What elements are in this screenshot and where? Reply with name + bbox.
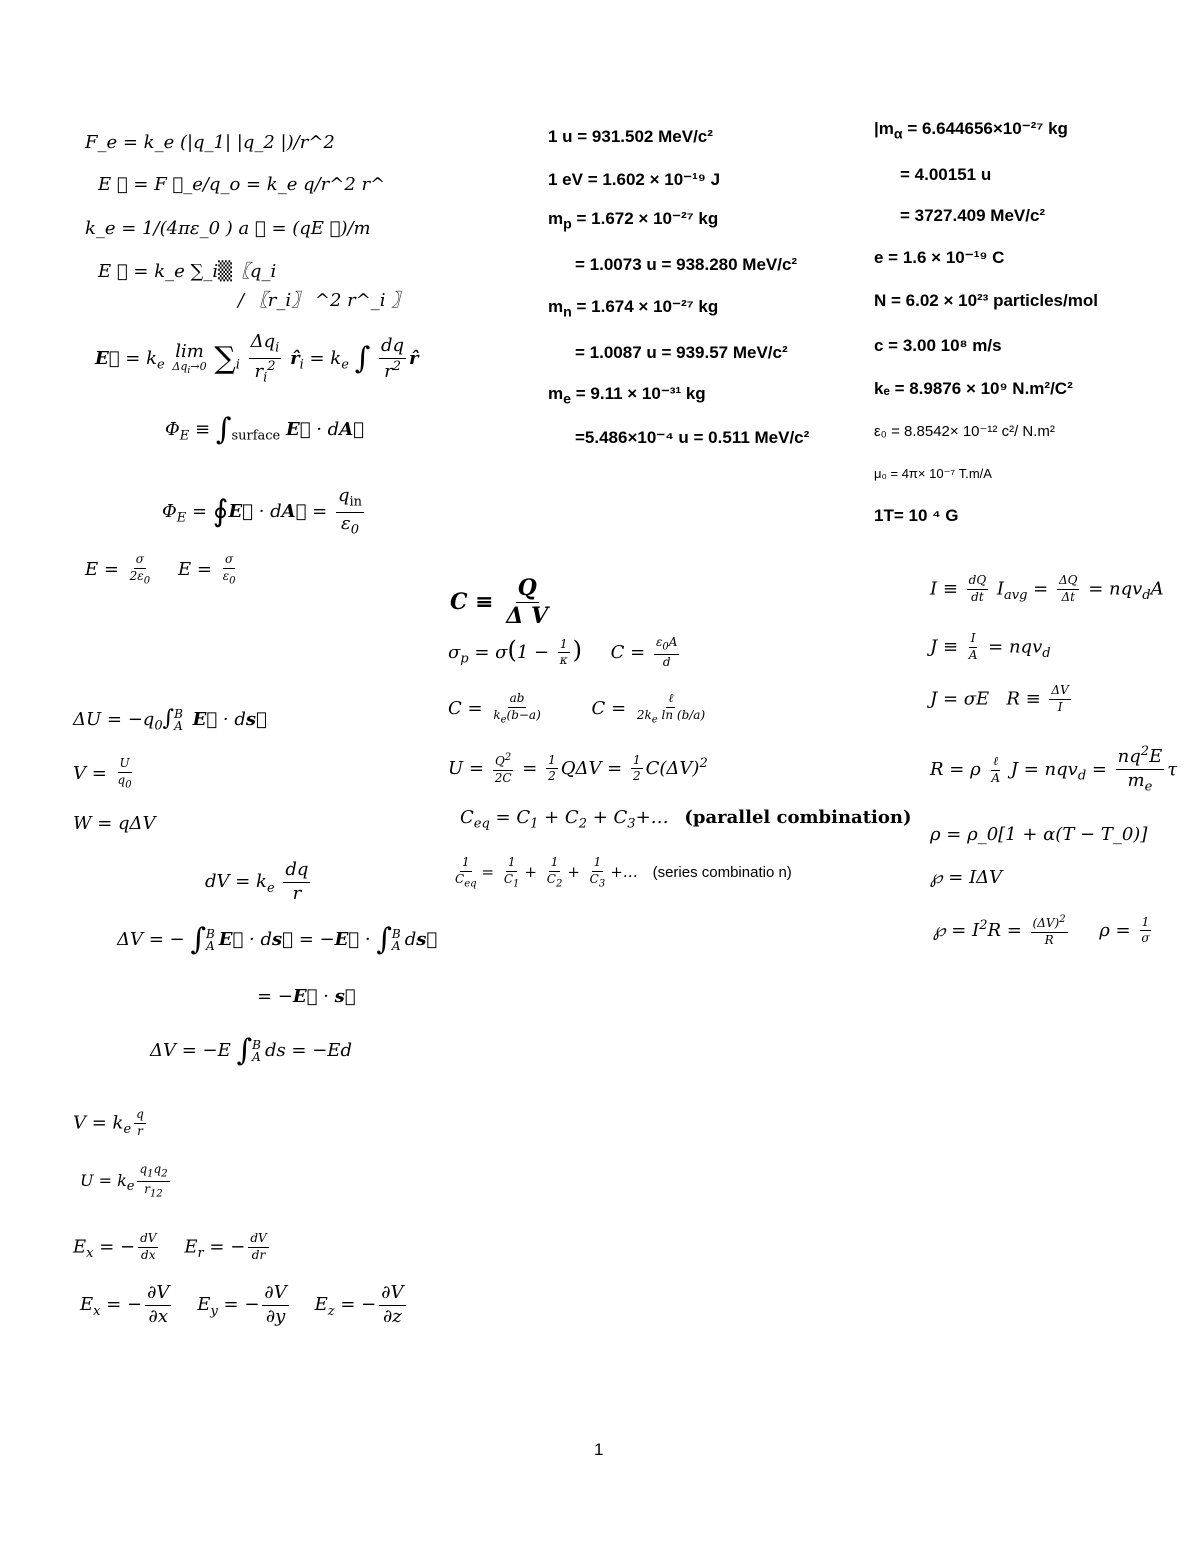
proton-mass-u: = 1.0073 u = 938.280 MeV/c² [575,255,798,274]
field-integral-formula: E⃗ = $k_e$ lim $\Delta q_i\to 0$ $\sum_i$ $\frac{\Delta q_i}{r_i^2}$ $r̂_i = k_e$ ∫ $\frac{dq}{r^2}$ r̂ [95,331,419,386]
neutron-mass-u: = 1.0087 u = 939.57 MeV/c² [575,343,788,362]
atomic-mass-unit: 1 u = 931.502 MeV/c² [548,127,713,146]
field-sum-line-2: / 〖r_i〗 ^2 r^_i 〗 [238,290,410,311]
resistivity-temperature: ρ = ρ_0[1 + α(T − T_0)] [930,824,1148,845]
tesla-gauss: 1T= 10 ⁴ G [874,506,959,525]
capacitance-definition: C ≡ $\frac{Q}{\text{Δ V}}$ [450,575,549,630]
point-potential-formula: $V = k_e$ $\frac{q}{r}$ [73,1107,144,1138]
power-resistance-formula: ℘ = $I^2R$ = $\frac{(\Delta V)^2}{R}$ ρ = $\frac{1}{\sigma}$ [933,914,1150,947]
neutron-mass: $m_n = 1.674 \times 10^{-27}$ kg [548,297,719,321]
delta-v-line-2: = −E⃗ · s⃗ [257,986,356,1007]
electron-mass: $m_e = 9.11 \times 10^{-31}$ kg [548,384,706,408]
flux-definition-formula: $\Phi_E \equiv \int_{surface}$ E⃗ · dA⃗ [165,412,364,447]
v-definition-formula: V = $\frac{U}{q_0}$ [73,756,132,791]
elementary-charge: e = 1.6 × 10⁻¹⁹ C [874,248,1005,267]
dielectric-formula: $\sigma_p = \sigma(1$ − $\frac{1}{\kappa}$ ) C = $\frac{\varepsilon_0A}{d}$ [448,635,678,669]
resistance-formula: R = ρ $\frac{\text{ℓ}}{A}$ J = nqv$_d$ = $\frac{nq^2E}{m_e}$ τ [930,744,1178,795]
delta-u-formula: $\Delta U = -q_0\int$ B A E⃗ · ds⃗ [73,706,267,734]
electron-volt: 1 eV = 1.602 × 10⁻¹⁹ J [548,170,721,189]
capacitor-energy: U = $\frac{Q^2}{2C}$ = $\frac{1}{2}$ QΔV = $\frac{1}{2}$ $C(\Delta V)^2$ [448,752,708,785]
alpha-mass-mev: = 3727.409 MeV/c² [900,206,1046,225]
current-density: J ≡ $\frac{I}{A}$ = nqv$_d$ [930,631,1051,662]
work-formula: W = qΔV [73,813,156,834]
gauss-law-formula: $\Phi_E$ = ∮E⃗ · dA⃗ = $\frac{q_{in}}{\varepsilon_0}$ [162,485,363,538]
coulomb-constant-value: kₑ = 8.9876 × 10⁹ N.m²/C² [874,379,1073,398]
coulomb-constant-formula: k_e = 1/(4πε_0 ) a ⃗ = (qE ⃗)/m [85,218,371,239]
field-sum-line-1: E ⃗ = k_e ∑_i▒〖q_i [98,261,277,282]
page-number: 1 [594,1440,604,1459]
avogadro-number: N = 6.02 × 10²³ particles/mol [874,291,1098,310]
electron-mass-u: =5.486×10⁻⁴ u = 0.511 MeV/c² [575,428,810,447]
partials-formula: $E_x$ = − $\frac{\partial V}{\partial x}$ $E_y$ = − $\frac{\partial V}{\partial y}$ $E_z$ = − $\frac{\partial V}{\partial z}$ [80,1282,404,1327]
delta-v-integral-formula: ΔV = − ∫ B A E⃗ · ds⃗ = −E⃗ · ∫ B A ds⃗ [117,922,438,957]
power-formula: ℘ = IΔV [930,867,1003,888]
proton-mass: $m_p = 1.672 \times 10^{-27}$ kg [548,209,719,233]
alpha-mass: $|m_\alpha = 6.644656\times 10^{-27}$ kg [874,119,1068,143]
field-definition-formula: E ⃗ = F ⃗_e/q_o = k_e q/r^2 r^ [98,174,386,195]
delta-v-uniform-formula: ΔV = −E ∫ B A ds = −Ed [150,1033,352,1068]
alpha-mass-u: = 4.00151 u [900,165,992,184]
permeability-value: μ₀ = 4π× 10⁻⁷ T.m/A [874,466,992,481]
field-from-v-formula: $E_x$ = − $\frac{dV}{dx}$ $E_r$ = − $\frac{dV}{dr}$ [73,1231,267,1262]
current-definition: I ≡ $\frac{dQ}{dt}$ $I_{avg}$ = $\frac{\Delta Q}{\Delta t}$ = nqv$_d$A [930,573,1164,604]
ohm-law: J = σE R ≡ $\frac{\Delta V}{I}$ [930,683,1069,714]
parallel-combination: $C_{eq} = C_1 + C_2$ + $C_3+\dots$ (parallel combination) [460,807,912,832]
series-combination: $\frac{1}{C_{eq}}$ = $\frac{1}{C_1}$ + $\frac{1}{C_2}$ + $\frac{1}{C_3}$ +… (series combinatio n) [455,855,792,890]
pair-energy-formula: $U = k_e$ $\frac{q_1q_2}{r_{12}}$ [80,1162,168,1200]
spherical-cylindrical-capacitor: C = $\frac{ab}{k_e(b-a)}$ C = $\frac{\text{ℓ}}{2k_e \ln (b/a)}$ [448,691,706,726]
speed-of-light: c = 3.00 10⁸ m/s [874,336,1002,355]
permittivity-value: ε₀ = 8.8542× 10⁻¹² c²/ N.m² [874,423,1055,440]
dv-formula: dV = $k_e$ $\frac{dq}{r}$ [205,859,309,904]
sheet-fields-formula: E = $\frac{\sigma}{2\varepsilon_0}$ E = $\frac{\sigma}{\varepsilon_0}$ [85,552,236,587]
coulomb-force-formula: F_e = k_e (|q_1| |q_2 |)/r^2 [85,132,335,153]
